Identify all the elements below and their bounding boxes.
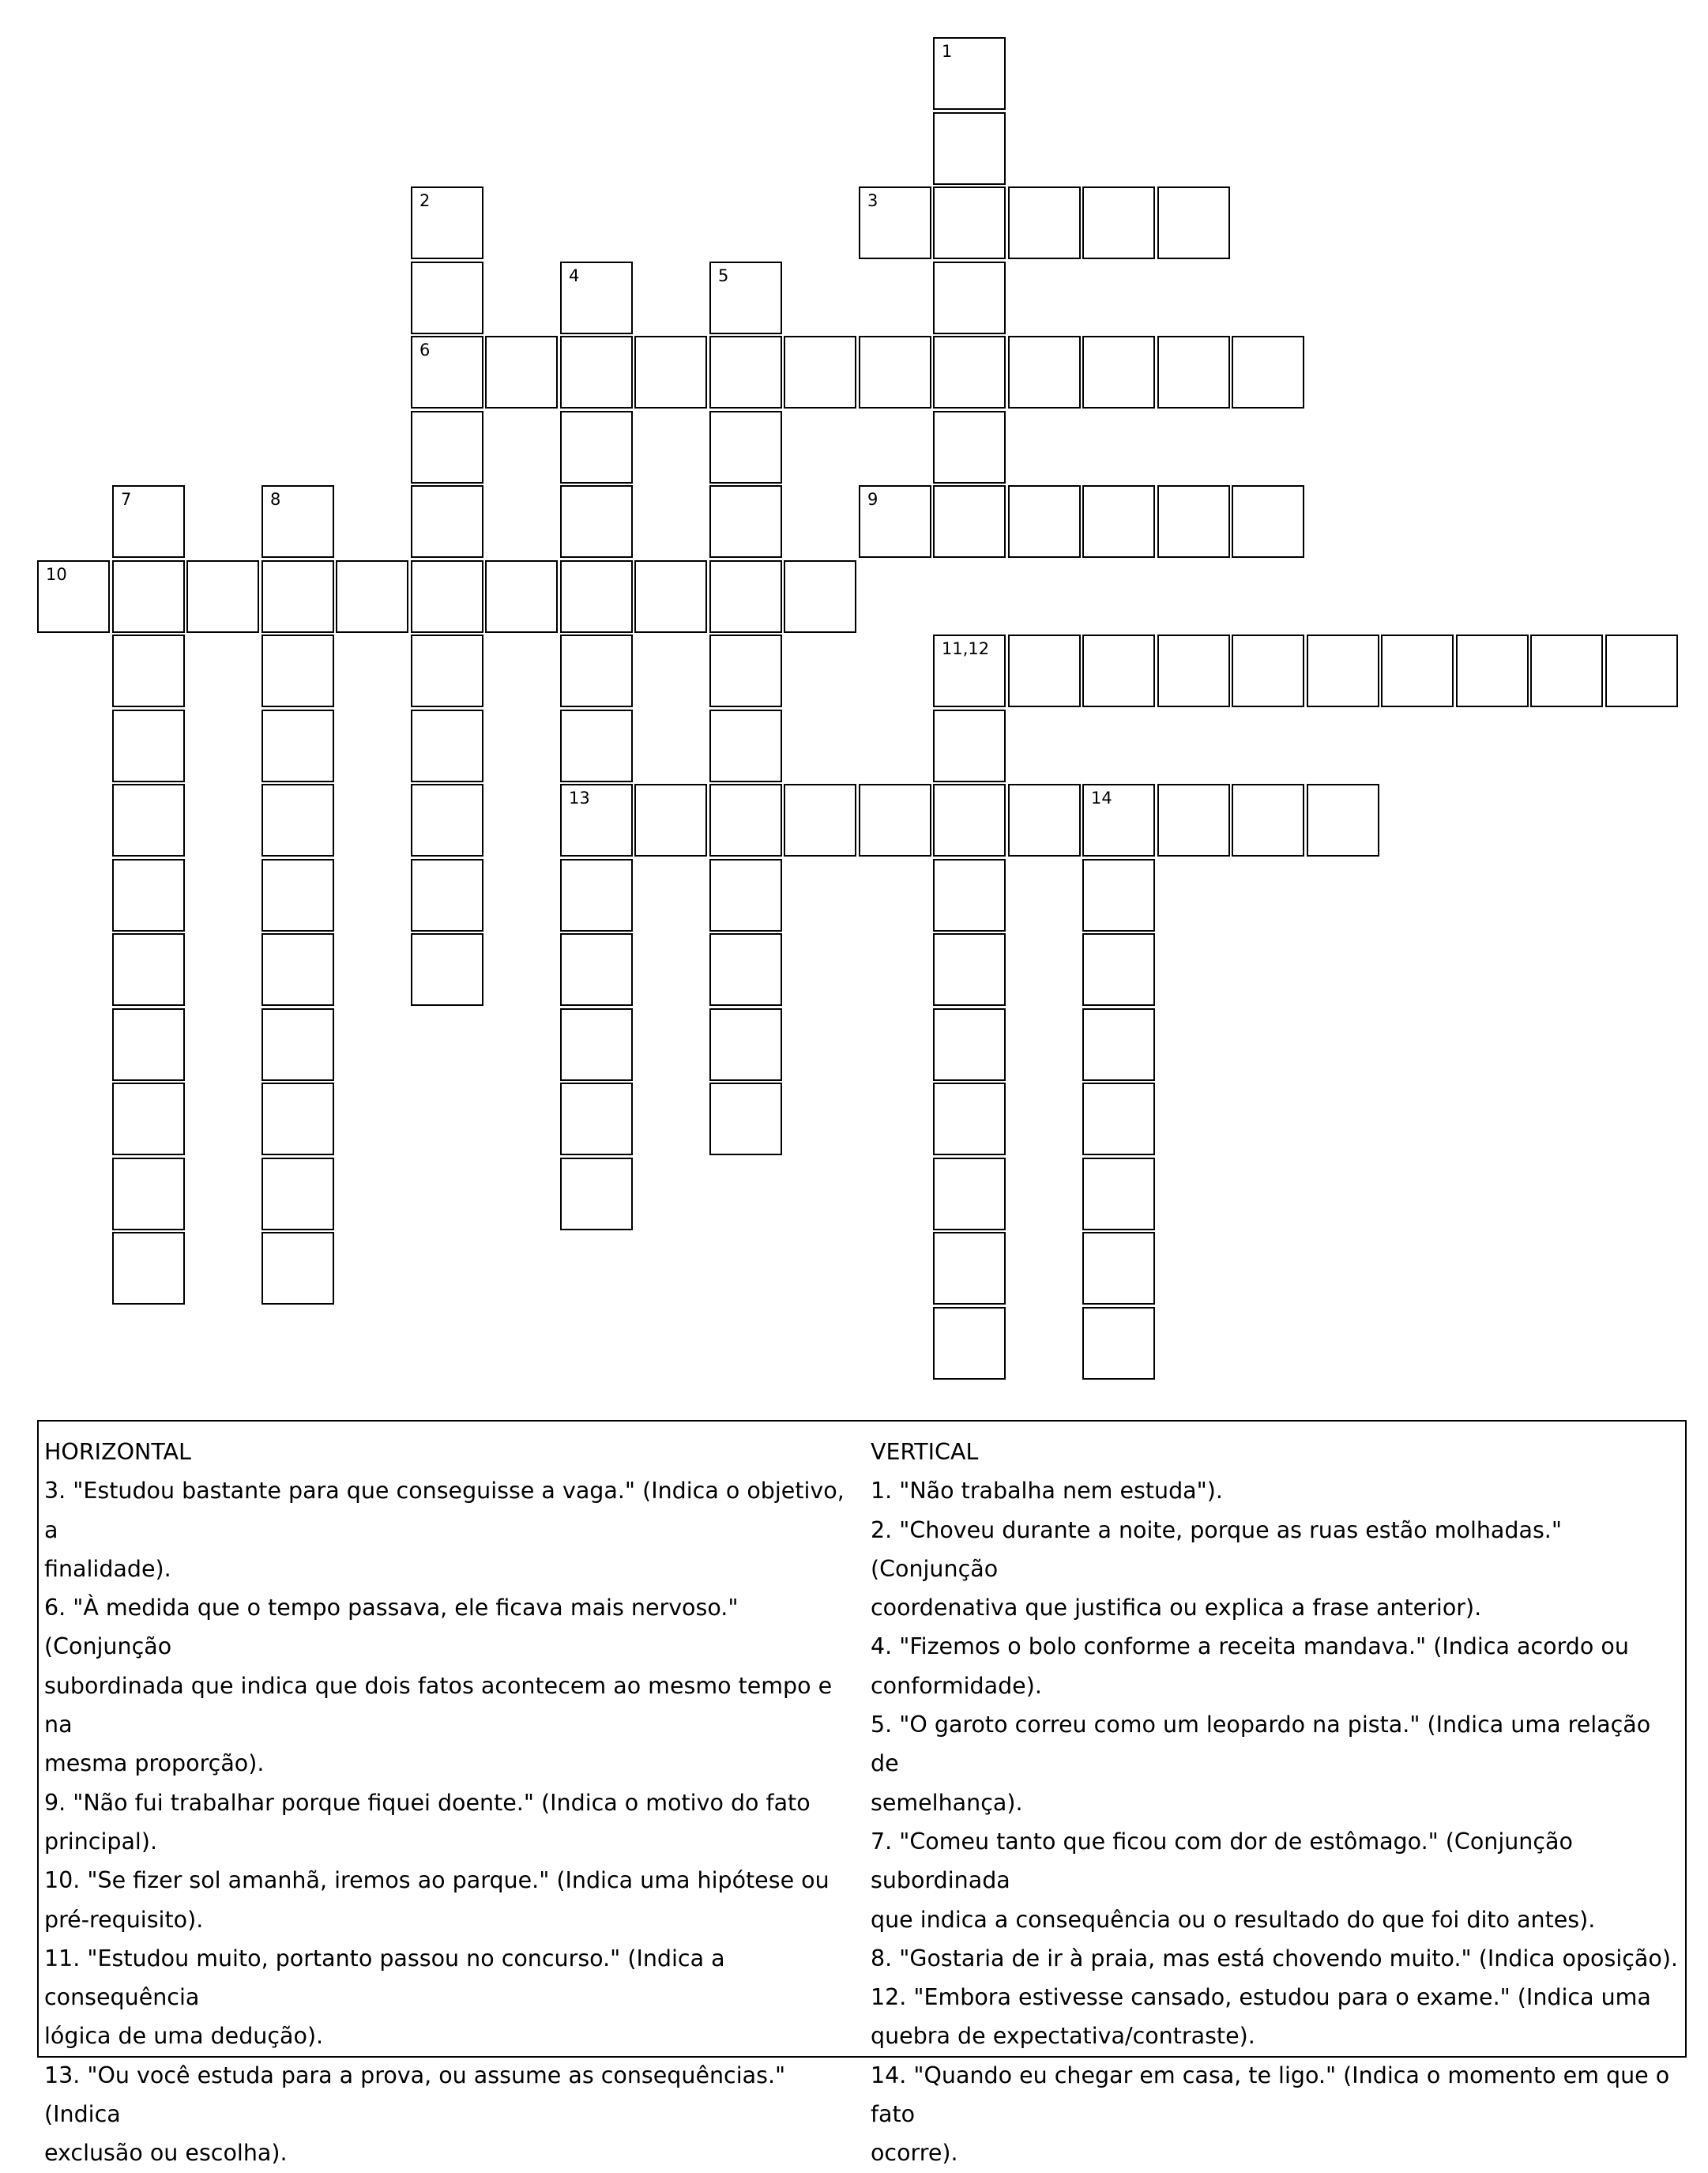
vertical-clues: [871, 1433, 1680, 2173]
clue-number: 2: [419, 191, 431, 210]
vertical-clue-line: semelhança).: [871, 1789, 1023, 1816]
crossword-cell[interactable]: [933, 262, 1006, 334]
crossword-cell[interactable]: [1605, 635, 1678, 707]
clue-number: 3: [867, 191, 878, 210]
crossword-cell[interactable]: [933, 1083, 1006, 1155]
clue-number: 4: [569, 266, 580, 285]
crossword-cell[interactable]: [1157, 784, 1230, 857]
crossword-cell[interactable]: [261, 933, 334, 1006]
crossword-cell[interactable]: [1008, 635, 1081, 707]
crossword-cell[interactable]: [784, 784, 856, 857]
crossword-cell[interactable]: [1008, 485, 1081, 558]
crossword-cell[interactable]: [112, 710, 185, 782]
clue-number: 14: [1091, 789, 1112, 808]
vertical-clue-line: ocorre).: [871, 2140, 958, 2167]
crossword-cell[interactable]: [1232, 784, 1304, 857]
crossword-cell[interactable]: [112, 1008, 185, 1081]
crossword-cell[interactable]: [261, 1083, 334, 1155]
crossword-cell[interactable]: [709, 411, 782, 484]
vertical-clue-line: 5. "O garoto correu como um leopardo na pista." (Indica uma relação de: [871, 1712, 1651, 1777]
crossword-cell[interactable]: [1082, 933, 1155, 1006]
crossword-cell[interactable]: [1232, 635, 1304, 707]
crossword-cell[interactable]: [411, 710, 483, 782]
crossword-cell[interactable]: [560, 411, 633, 484]
horizontal-clue-line: lógica de uma dedução).: [44, 2023, 324, 2050]
crossword-cell[interactable]: [634, 784, 707, 857]
clue-number: 10: [46, 565, 67, 584]
crossword-cell[interactable]: [560, 784, 633, 857]
horizontal-clue-line: 10. "Se fizer sol amanhã, iremos ao parque." (Indica uma hipótese ou: [44, 1867, 830, 1894]
crossword-cell[interactable]: [709, 784, 782, 857]
horizontal-clue-line: mesma proporção).: [44, 1750, 265, 1777]
crossword-cell[interactable]: [1082, 635, 1155, 707]
crossword-cell[interactable]: [261, 784, 334, 857]
horizontal-clue-line: 11. "Estudou muito, portanto passou no concurso." (Indica a consequência: [44, 1945, 725, 2011]
vertical-clue-line: 1. "Não trabalha nem estuda").: [871, 1478, 1223, 1505]
crossword-cell[interactable]: [933, 933, 1006, 1006]
crossword-cell[interactable]: [1232, 485, 1304, 558]
crossword-cell[interactable]: [112, 1083, 185, 1155]
crossword-cell[interactable]: [261, 635, 334, 707]
crossword-cell[interactable]: [411, 635, 483, 707]
crossword-cell[interactable]: [933, 37, 1006, 110]
crossword-cell[interactable]: [859, 485, 931, 558]
crossword-cell[interactable]: [112, 859, 185, 932]
crossword-cell[interactable]: [1082, 1158, 1155, 1230]
crossword-cell[interactable]: [485, 560, 558, 633]
crossword-cell[interactable]: [261, 710, 334, 782]
crossword-cell[interactable]: [112, 933, 185, 1006]
crossword-cell[interactable]: [411, 336, 483, 409]
crossword-cell[interactable]: [709, 336, 782, 409]
crossword-cell[interactable]: [859, 186, 931, 259]
crossword-cell[interactable]: [1157, 336, 1230, 409]
crossword-cell[interactable]: [112, 1158, 185, 1230]
horizontal-clue-line: 3. "Estudou bastante para que conseguisse a vaga." (Indica o objetivo, a: [44, 1478, 845, 1543]
crossword-cell[interactable]: [560, 560, 633, 633]
clues-box: [37, 1420, 1687, 2167]
crossword-cell[interactable]: [933, 710, 1006, 782]
crossword-cell[interactable]: [560, 262, 633, 334]
crossword-cell[interactable]: [112, 635, 185, 707]
crossword-cell[interactable]: [186, 560, 259, 633]
crossword-cell[interactable]: [1082, 1083, 1155, 1155]
crossword-cell[interactable]: [784, 560, 856, 633]
horizontal-clue-line: finalidade).: [44, 1555, 171, 1582]
crossword-cell[interactable]: [709, 1008, 782, 1081]
crossword-cell[interactable]: [859, 336, 931, 409]
crossword-cell[interactable]: [709, 1083, 782, 1155]
crossword-cell[interactable]: [933, 784, 1006, 857]
crossword-cell[interactable]: [411, 186, 483, 259]
vertical-heading: VERTICAL: [871, 1439, 979, 1465]
clue-number: 6: [419, 341, 431, 360]
crossword-cell[interactable]: [1008, 784, 1081, 857]
crossword-cell[interactable]: [112, 784, 185, 857]
crossword-cell[interactable]: [1530, 635, 1603, 707]
crossword-cell[interactable]: [709, 262, 782, 334]
clue-number: 13: [569, 789, 590, 808]
clue-number: 1: [942, 42, 953, 61]
crossword-cell[interactable]: [1157, 635, 1230, 707]
crossword-cell[interactable]: [112, 1232, 185, 1305]
vertical-clue-line: que indica a consequência ou o resultado do que foi dito antes).: [871, 1906, 1596, 1933]
crossword-cell[interactable]: [933, 336, 1006, 409]
crossword-cell[interactable]: [1381, 635, 1454, 707]
crossword-cell[interactable]: [933, 1008, 1006, 1081]
crossword-cell[interactable]: [709, 635, 782, 707]
crossword-cell[interactable]: [1157, 485, 1230, 558]
crossword-cell[interactable]: [933, 186, 1006, 259]
crossword-cell[interactable]: [1008, 336, 1081, 409]
crossword-cell[interactable]: [1082, 784, 1155, 857]
vertical-clue-line: 2. "Choveu durante a noite, porque as ruas estão molhadas." (Conjunção: [871, 1516, 1562, 1582]
crossword-cell[interactable]: [709, 710, 782, 782]
crossword-cell[interactable]: [560, 336, 633, 409]
clue-number: 8: [270, 490, 281, 509]
crossword-cell[interactable]: [1008, 186, 1081, 259]
crossword-cell[interactable]: [1082, 859, 1155, 932]
crossword-cell[interactable]: [261, 560, 334, 633]
vertical-clue-line: conformidade).: [871, 1672, 1042, 1699]
vertical-clue-line: 8. "Gostaria de ir à praia, mas está chovendo muito." (Indica oposição).: [871, 1945, 1678, 1972]
crossword-cell[interactable]: [261, 1158, 334, 1230]
crossword-cell[interactable]: [1082, 1232, 1155, 1305]
vertical-clue-line: coordenativa que justifica ou explica a frase anterior).: [871, 1595, 1482, 1621]
crossword-cell[interactable]: [485, 336, 558, 409]
vertical-clue-line: 7. "Comeu tanto que ficou com dor de estômago." (Conjunção subordinada: [871, 1828, 1573, 1894]
crossword-cell[interactable]: [1082, 1008, 1155, 1081]
vertical-clue-line: 4. "Fizemos o bolo conforme a receita mandava." (Indica acordo ou: [871, 1633, 1629, 1660]
crossword-cell[interactable]: [709, 560, 782, 633]
clue-number: 5: [718, 266, 729, 285]
crossword-cell[interactable]: [634, 336, 707, 409]
crossword-cell[interactable]: [411, 859, 483, 932]
horizontal-heading: HORIZONTAL: [44, 1439, 191, 1465]
crossword-cell[interactable]: [560, 485, 633, 558]
crossword-cell[interactable]: [1307, 784, 1379, 857]
crossword-cell[interactable]: [634, 560, 707, 633]
crossword-cell[interactable]: [709, 859, 782, 932]
vertical-clue-line: 14. "Quando eu chegar em casa, te ligo." (Indica o momento em que o fato: [871, 2062, 1670, 2128]
crossword-cell[interactable]: [560, 710, 633, 782]
crossword-cell[interactable]: [261, 1232, 334, 1305]
horizontal-clue-line: subordinada que indica que dois fatos acontecem ao mesmo tempo e na: [44, 1672, 833, 1738]
crossword-cell[interactable]: [560, 1008, 633, 1081]
vertical-clue-line: quebra de expectativa/contraste).: [871, 2023, 1255, 2050]
crossword-cell[interactable]: [933, 859, 1006, 932]
crossword-cell[interactable]: [560, 635, 633, 707]
crossword-cell[interactable]: [37, 560, 110, 633]
crossword-cell[interactable]: [411, 560, 483, 633]
crossword-cell[interactable]: [933, 411, 1006, 484]
crossword-cell[interactable]: [933, 1307, 1006, 1380]
crossword-cell[interactable]: [933, 112, 1006, 185]
horizontal-clues: [44, 1433, 858, 2173]
crossword-cell[interactable]: [933, 1232, 1006, 1305]
crossword-cell[interactable]: [709, 485, 782, 558]
crossword-cell[interactable]: [933, 485, 1006, 558]
crossword-cell[interactable]: [1232, 336, 1304, 409]
crossword-cell[interactable]: [784, 336, 856, 409]
crossword-cell[interactable]: [709, 933, 782, 1006]
crossword-cell[interactable]: [560, 933, 633, 1006]
crossword-cell[interactable]: [560, 1083, 633, 1155]
crossword-cell[interactable]: [1082, 485, 1155, 558]
crossword-cell[interactable]: [1157, 186, 1230, 259]
horizontal-clue-line: 6. "À medida que o tempo passava, ele ficava mais nervoso." (Conjunção: [44, 1595, 739, 1660]
crossword-cell[interactable]: [1307, 635, 1379, 707]
crossword-cell[interactable]: [1082, 1307, 1155, 1380]
crossword-cell[interactable]: [411, 411, 483, 484]
crossword-cell[interactable]: [933, 635, 1006, 707]
crossword-cell[interactable]: [560, 1158, 633, 1230]
clue-number: 7: [121, 490, 132, 509]
vertical-clue-line: 12. "Embora estivesse cansado, estudou para o exame." (Indica uma: [871, 1984, 1651, 2011]
crossword-cell[interactable]: [261, 485, 334, 558]
crossword-cell[interactable]: [411, 784, 483, 857]
crossword-cell[interactable]: [933, 1158, 1006, 1230]
horizontal-clue-line: pré-requisito).: [44, 1906, 204, 1933]
crossword-cell[interactable]: [1082, 186, 1155, 259]
horizontal-clue-line: 9. "Não fui trabalhar porque fiquei doente." (Indica o motivo do fato: [44, 1789, 811, 1816]
horizontal-clue-line: 13. "Ou você estuda para a prova, ou assume as consequências." (Indica: [44, 2062, 786, 2128]
crossword-cell[interactable]: [112, 485, 185, 558]
crossword-cell[interactable]: [261, 1008, 334, 1081]
crossword-cell[interactable]: [859, 784, 931, 857]
horizontal-clue-line: exclusão ou escolha).: [44, 2140, 288, 2167]
crossword-cell[interactable]: [1456, 635, 1529, 707]
crossword-cell[interactable]: [261, 859, 334, 932]
crossword-cell[interactable]: [411, 485, 483, 558]
crossword-cell[interactable]: [560, 859, 633, 932]
crossword-cell[interactable]: [336, 560, 408, 633]
crossword-cell[interactable]: [411, 933, 483, 1006]
crossword-cell[interactable]: [112, 560, 185, 633]
crossword-cell[interactable]: [1082, 336, 1155, 409]
crossword-cell[interactable]: [411, 262, 483, 334]
clue-number: 9: [867, 490, 878, 509]
horizontal-clue-line: principal).: [44, 1828, 158, 1855]
clue-number: 11,12: [942, 639, 990, 658]
